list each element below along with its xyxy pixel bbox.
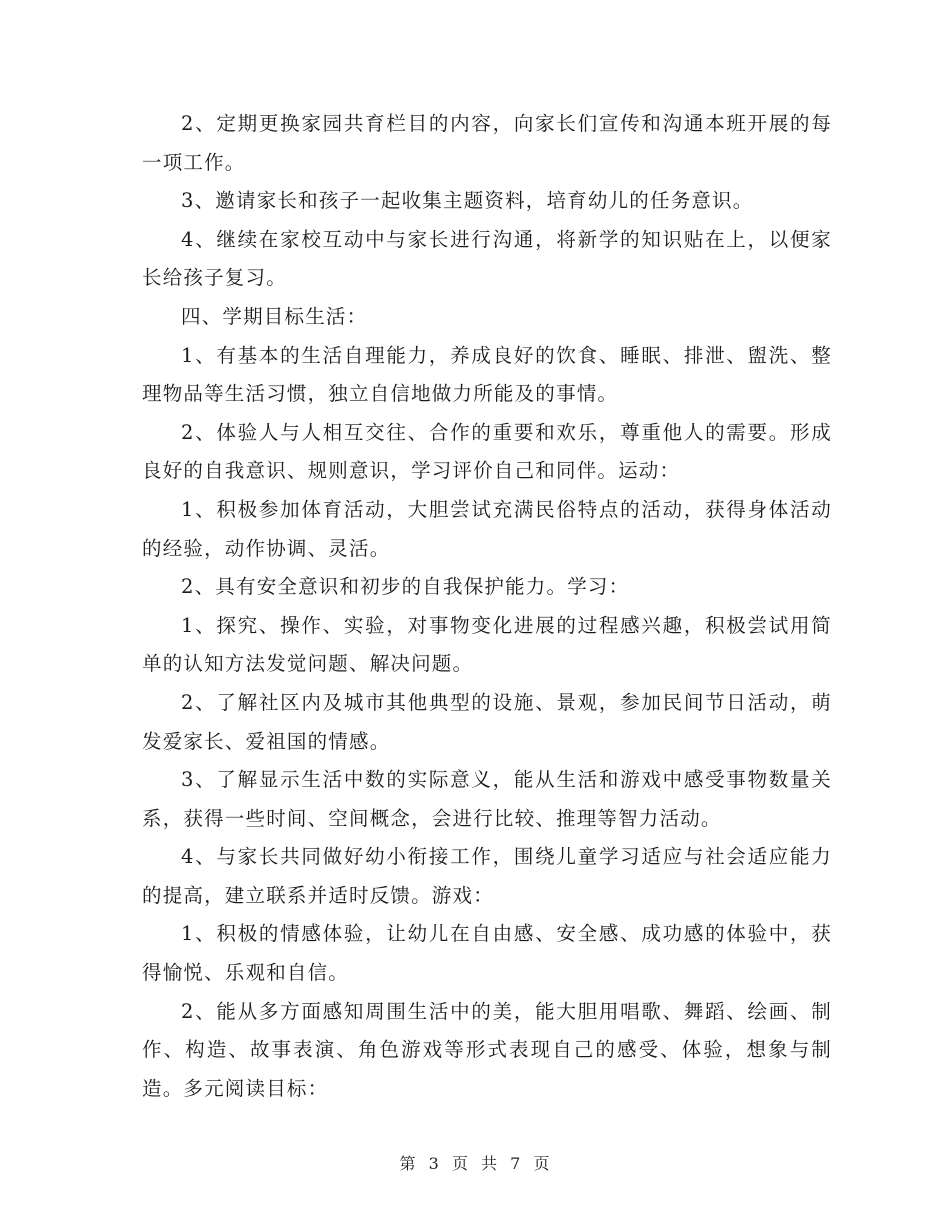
page-label-mid: 页 — [451, 1154, 469, 1173]
paragraph: 1、积极参加体育活动，大胆尝试充满民俗特点的活动，获得身体活动的经验，动作协调、灵活。 — [142, 497, 832, 560]
paragraph: 3、邀请家长和孩子一起收集主题资料，培育幼儿的任务意识。 — [181, 189, 754, 213]
paragraph: 3、了解显示生活中数的实际意义，能从生活和游戏中感受事物数量关系，获得一些时间、空间概念，会进行比较、推理等智力活动。 — [142, 768, 832, 830]
total-pages: 7 — [510, 1154, 522, 1173]
paragraph: 1、积极的情感体验，让幼儿在自由感、安全感、成功感的体验中，获得愉悦、乐观和自信。 — [142, 922, 832, 985]
page-label-prefix: 第 — [399, 1154, 417, 1173]
paragraph: 4、与家长共同做好幼小衔接工作，围绕儿童学习适应与社会适应能力的提高，建立联系并适时反馈。游戏： — [142, 845, 832, 907]
paragraph: 2、能从多方面感知周围生活中的美，能大胆用唱歌、舞蹈、绘画、制作、构造、故事表演、角色游戏等形式表现自己的感受、体验，想象与制造。多元阅读目标： — [142, 999, 832, 1100]
paragraph: 2、定期更换家园共育栏目的内容，向家长们宣传和沟通本班开展的每一项工作。 — [142, 112, 832, 174]
total-prefix: 共 — [481, 1154, 499, 1173]
paragraph: 1、探究、操作、实验，对事物变化进展的过程感兴趣，积极尝试用简单的认知方法发觉问题、解决问题。 — [142, 613, 832, 676]
paragraph: 1、有基本的生活自理能力，养成良好的饮食、睡眠、排泄、盥洗、整理物品等生活习惯，独立自信地做力所能及的事情。 — [142, 343, 832, 406]
section-heading: 四、学期目标生活： — [181, 304, 368, 328]
page-footer — [0, 1151, 950, 1174]
page-number: 3 — [428, 1154, 440, 1173]
paragraph: 4、继续在家校互动中与家长进行沟通，将新学的知识贴在上，以便家长给孩子复习。 — [142, 227, 832, 290]
paragraph: 2、了解社区内及城市其他典型的设施、景观，参加民间节日活动，萌发爱家长、爱祖国的情感。 — [142, 690, 832, 753]
paragraph: 2、体验人与人相互交往、合作的重要和欢乐，尊重他人的需要。形成良好的自我意识、规则意识，学习评价自己和同伴。运动： — [142, 420, 832, 483]
total-suffix: 页 — [533, 1154, 551, 1173]
paragraph: 2、具有安全意识和初步的自我保护能力。学习： — [181, 575, 630, 599]
document-body — [142, 105, 832, 1108]
